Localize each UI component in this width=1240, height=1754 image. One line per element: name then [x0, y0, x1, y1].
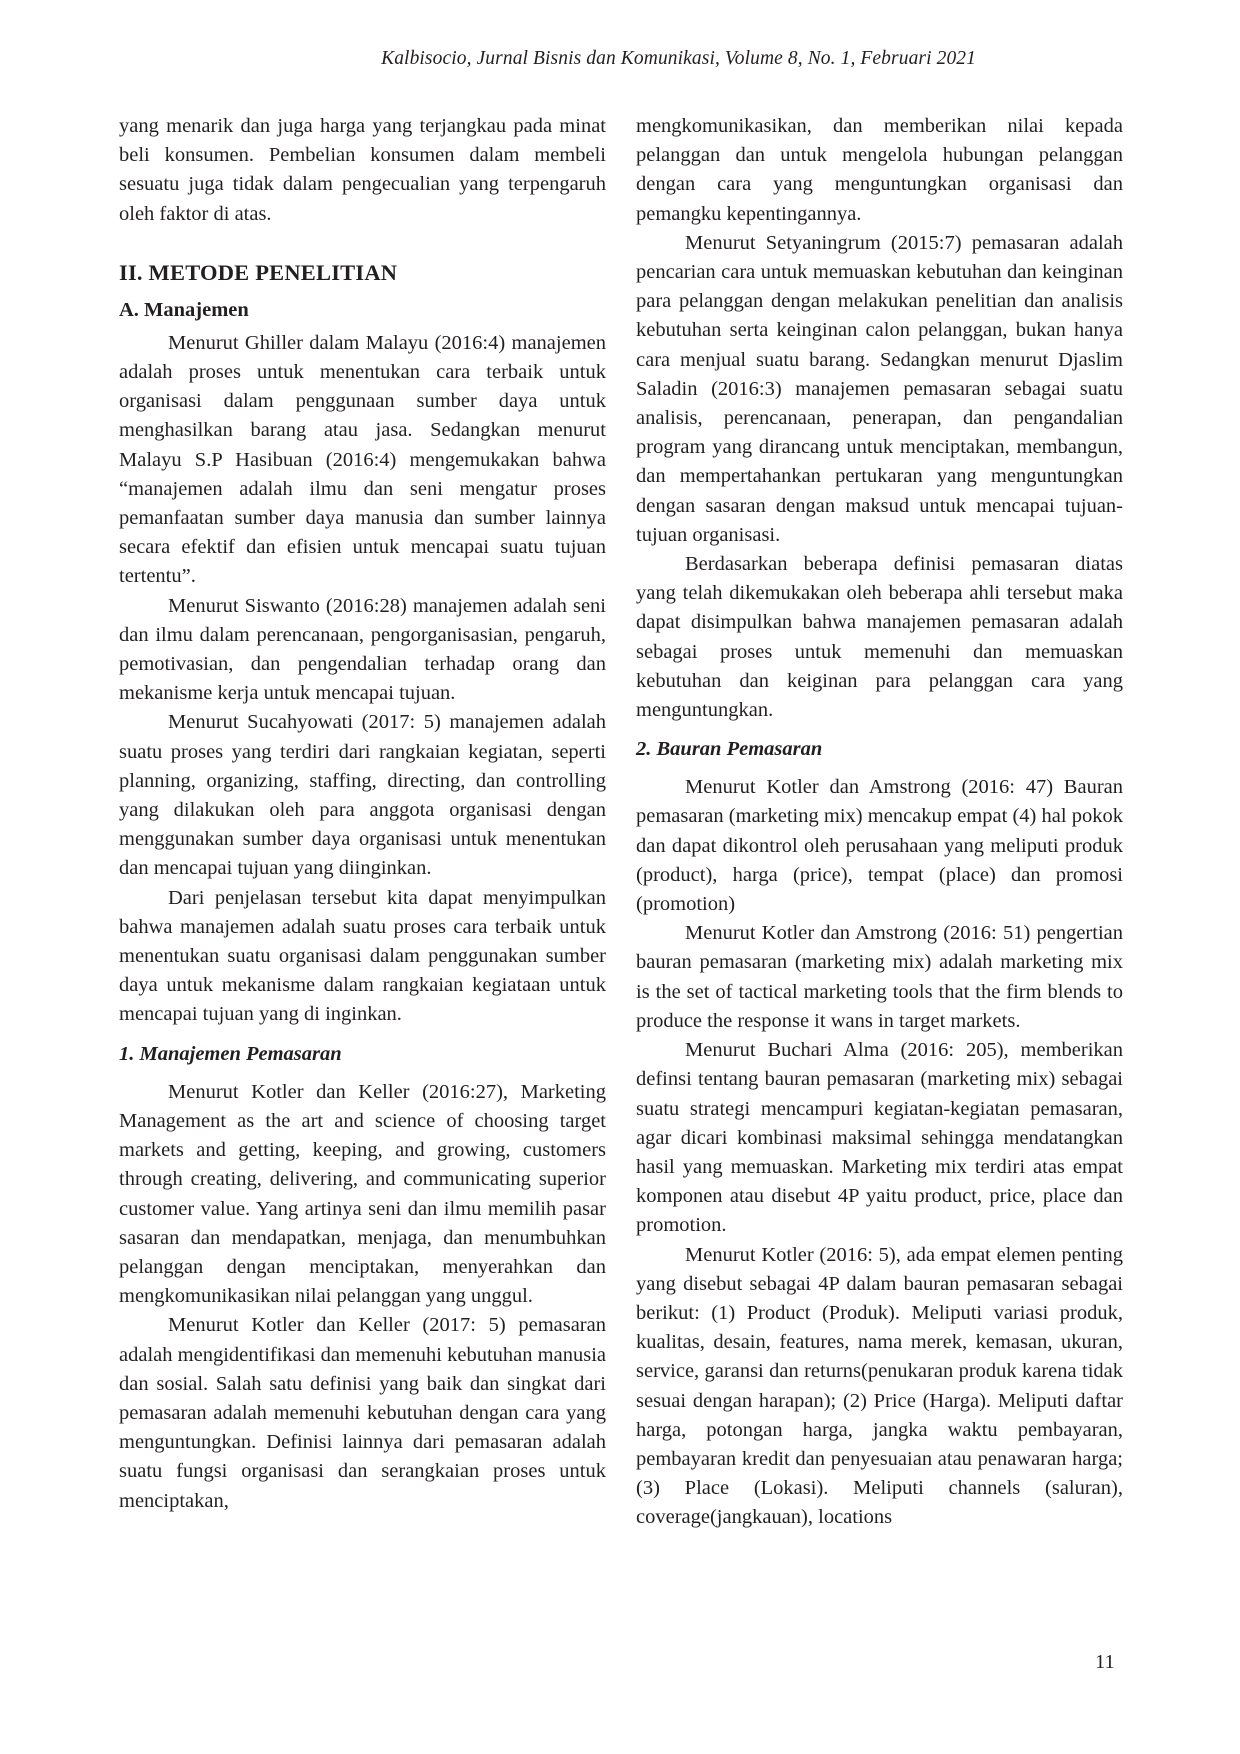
- paragraph-setyaningrum: Menurut Setyaningrum (2015:7) pemasaran adalah pencarian cara untuk memuaskan kebutuhan dan keinginan para pelanggan dengan melakukan penelitian dan analisis kebutuhan serta keinginan calon pelanggan, bukan hanya cara menjual suatu barang. Sedangkan menurut Djaslim Saladin (2016:3) manajemen pemasaran sebagai suatu analisis, perencanaan, penerapan, dan pengandalian program yang dirancang untuk menciptakan, membangun, dan mempertahankan pertukaran yang menguntungkan dengan sasaran dengan maksud untuk mencapai tujuan-tujuan organisasi.: [636, 231, 1123, 546]
- right-column: [636, 112, 1123, 1533]
- section-title: II. METODE PENELITIAN: [119, 259, 398, 285]
- paragraph-intro: yang menarik dan juga harga yang terjangkau pada minat beli konsumen. Pembelian konsumen dalam membeli sesuatu juga tidak dalam pengecualian yang terpengaruh oleh faktor di atas.: [119, 115, 606, 225]
- paragraph-kotler-amstrong-51: Menurut Kotler dan Amstrong (2016: 51) pengertian bauran pemasaran (marketing mix) adalah marketing mix is the set of tactical marketing tools that the firm blends to produce the response it wans in target markets.: [636, 922, 1123, 1032]
- paragraph-siswanto: Menurut Siswanto (2016:28) manajemen adalah seni dan ilmu dalam perencanaan, pengorganisasian, pengaruh, pemotivasian, dan pengendalian terhadap orang dan mekanisme kerja untuk mencapai tujuan.: [119, 594, 606, 705]
- paragraph-kotler-keller-2017: Menurut Kotler dan Keller (2017: 5) pemasaran adalah mengidentifikasi dan memenuhi kebutuhan manusia dan sosial. Salah satu definisi yang baik dan singkat dari pemasaran adalah memenuhi kebutuhan dengan cara yang menguntungkan. Definisi lainnya dari pemasaran adalah suatu fungsi organisasi dan serangkaian proses untuk menciptakan,: [119, 1314, 606, 1512]
- paragraph-sucahyowati: Menurut Sucahyowati (2017: 5) manajemen adalah suatu proses yang terdiri dari rangkaian kegiatan, seperti planning, organizing, staffing, directing, dan controlling yang dilakukan oleh para anggota organisasi dengan menggunakan sumber daya organisasi untuk menentukan dan mencapai tujuan yang diinginkan.: [119, 711, 606, 880]
- paragraph-continuation: mengkomunikasikan, dan memberikan nilai kepada pelanggan dan untuk mengelola hubungan pelanggan dengan cara yang menguntungkan organisasi dan pemangku kepentingannya.: [636, 115, 1123, 225]
- subsection-title-bauran-pemasaran: 2. Bauran Pemasaran: [636, 738, 823, 761]
- paragraph-conclusion-manajemen: Dari penjelasan tersebut kita dapat menyimpulkan bahwa manajemen adalah suatu proses cara terbaik untuk menentukan suatu organisasi dalam penggunakan sumber daya untuk mekanisme dalam rangkaian kegiataan untuk mencapai tujuan yang di inginkan.: [119, 886, 606, 1026]
- subsection-title-manajemen: A. Manajemen: [119, 298, 249, 321]
- paragraph-kotler-4p: Menurut Kotler (2016: 5), ada empat elemen penting yang disebut sebagai 4P dalam bauran pemasaran sebagai berikut: (1) Product (Produk). Meliputi variasi produk, kualitas, desain, features, nama merek, kemasan, ukuran, service, garansi dan returns(penukaran produk karena tidak sesuai dengan harapan); (2) Price (Harga). Meliputi daftar harga, potongan harga, jangka waktu pembayaran, pembayaran kredit dan penyesuaian atau penawaran harga; (3) Place (Lokasi). Meliputi channels (saluran), coverage(jangkauan), locations: [636, 1243, 1123, 1529]
- page-number: 11: [1095, 1651, 1115, 1673]
- left-column: [119, 112, 606, 1516]
- paragraph-kotler-keller-2016: Menurut Kotler dan Keller (2016:27), Marketing Management as the art and science of choosing target markets and getting, keeping, and growing, customers through creating, delivering, and communicating superior customer value. Yang artinya seni dan ilmu memilih pasar sasaran dan mendapatkan, menjaga, dan menumbuhkan pelanggan dengan menciptakan, menyerahkan dan mengkomunikasikan nilai pelanggan yang unggul.: [119, 1080, 606, 1308]
- paragraph-conclusion-pemasaran: Berdasarkan beberapa definisi pemasaran diatas yang telah dikemukakan oleh beberapa ahli tersebut maka dapat disimpulkan bahwa manajemen pemasaran adalah sebagai proses untuk memenuhi dan memuaskan kebutuhan dan keiginan para pelanggan cara yang menguntungkan.: [636, 553, 1123, 722]
- subsection-title-manajemen-pemasaran: 1. Manajemen Pemasaran: [119, 1042, 342, 1065]
- paragraph-ghiller: Menurut Ghiller dalam Malayu (2016:4) manajemen adalah proses untuk menentukan cara terbaik untuk organisasi dalam penggunaan sumber daya untuk menghasilkan barang atau jasa. Sedangkan menurut Malayu S.P Hasibuan (2016:4) mengemukakan bahwa “manajemen adalah ilmu dan seni mengatur proses pemanfaatan sumber daya manusia dan sumber lainnya secara efektif dan efisien untuk mencapai suatu tujuan tertentu”.: [119, 331, 606, 588]
- running-head: Kalbisocio, Jurnal Bisnis dan Komunikasi, Volume 8, No. 1, Februari 2021: [381, 48, 976, 69]
- paragraph-buchari-alma: Menurut Buchari Alma (2016: 205), memberikan definsi tentang bauran pemasaran (marketing mix) sebagai suatu strategi mencampuri kegiatan-kegiatan pemasaran, agar dicari kombinasi maksimal sehingga mendatangkan hasil yang memuaskan. Marketing mix terdiri atas empat komponen atau disebut 4P yaitu product, price, place dan promotion.: [636, 1039, 1123, 1237]
- paragraph-kotler-amstrong-47: Menurut Kotler dan Amstrong (2016: 47) Bauran pemasaran (marketing mix) mencakup empat (4) hal pokok dan dapat dikontrol oleh perusahaan yang meliputi produk (product), harga (price), tempat (place) dan promosi (promotion): [636, 776, 1123, 916]
